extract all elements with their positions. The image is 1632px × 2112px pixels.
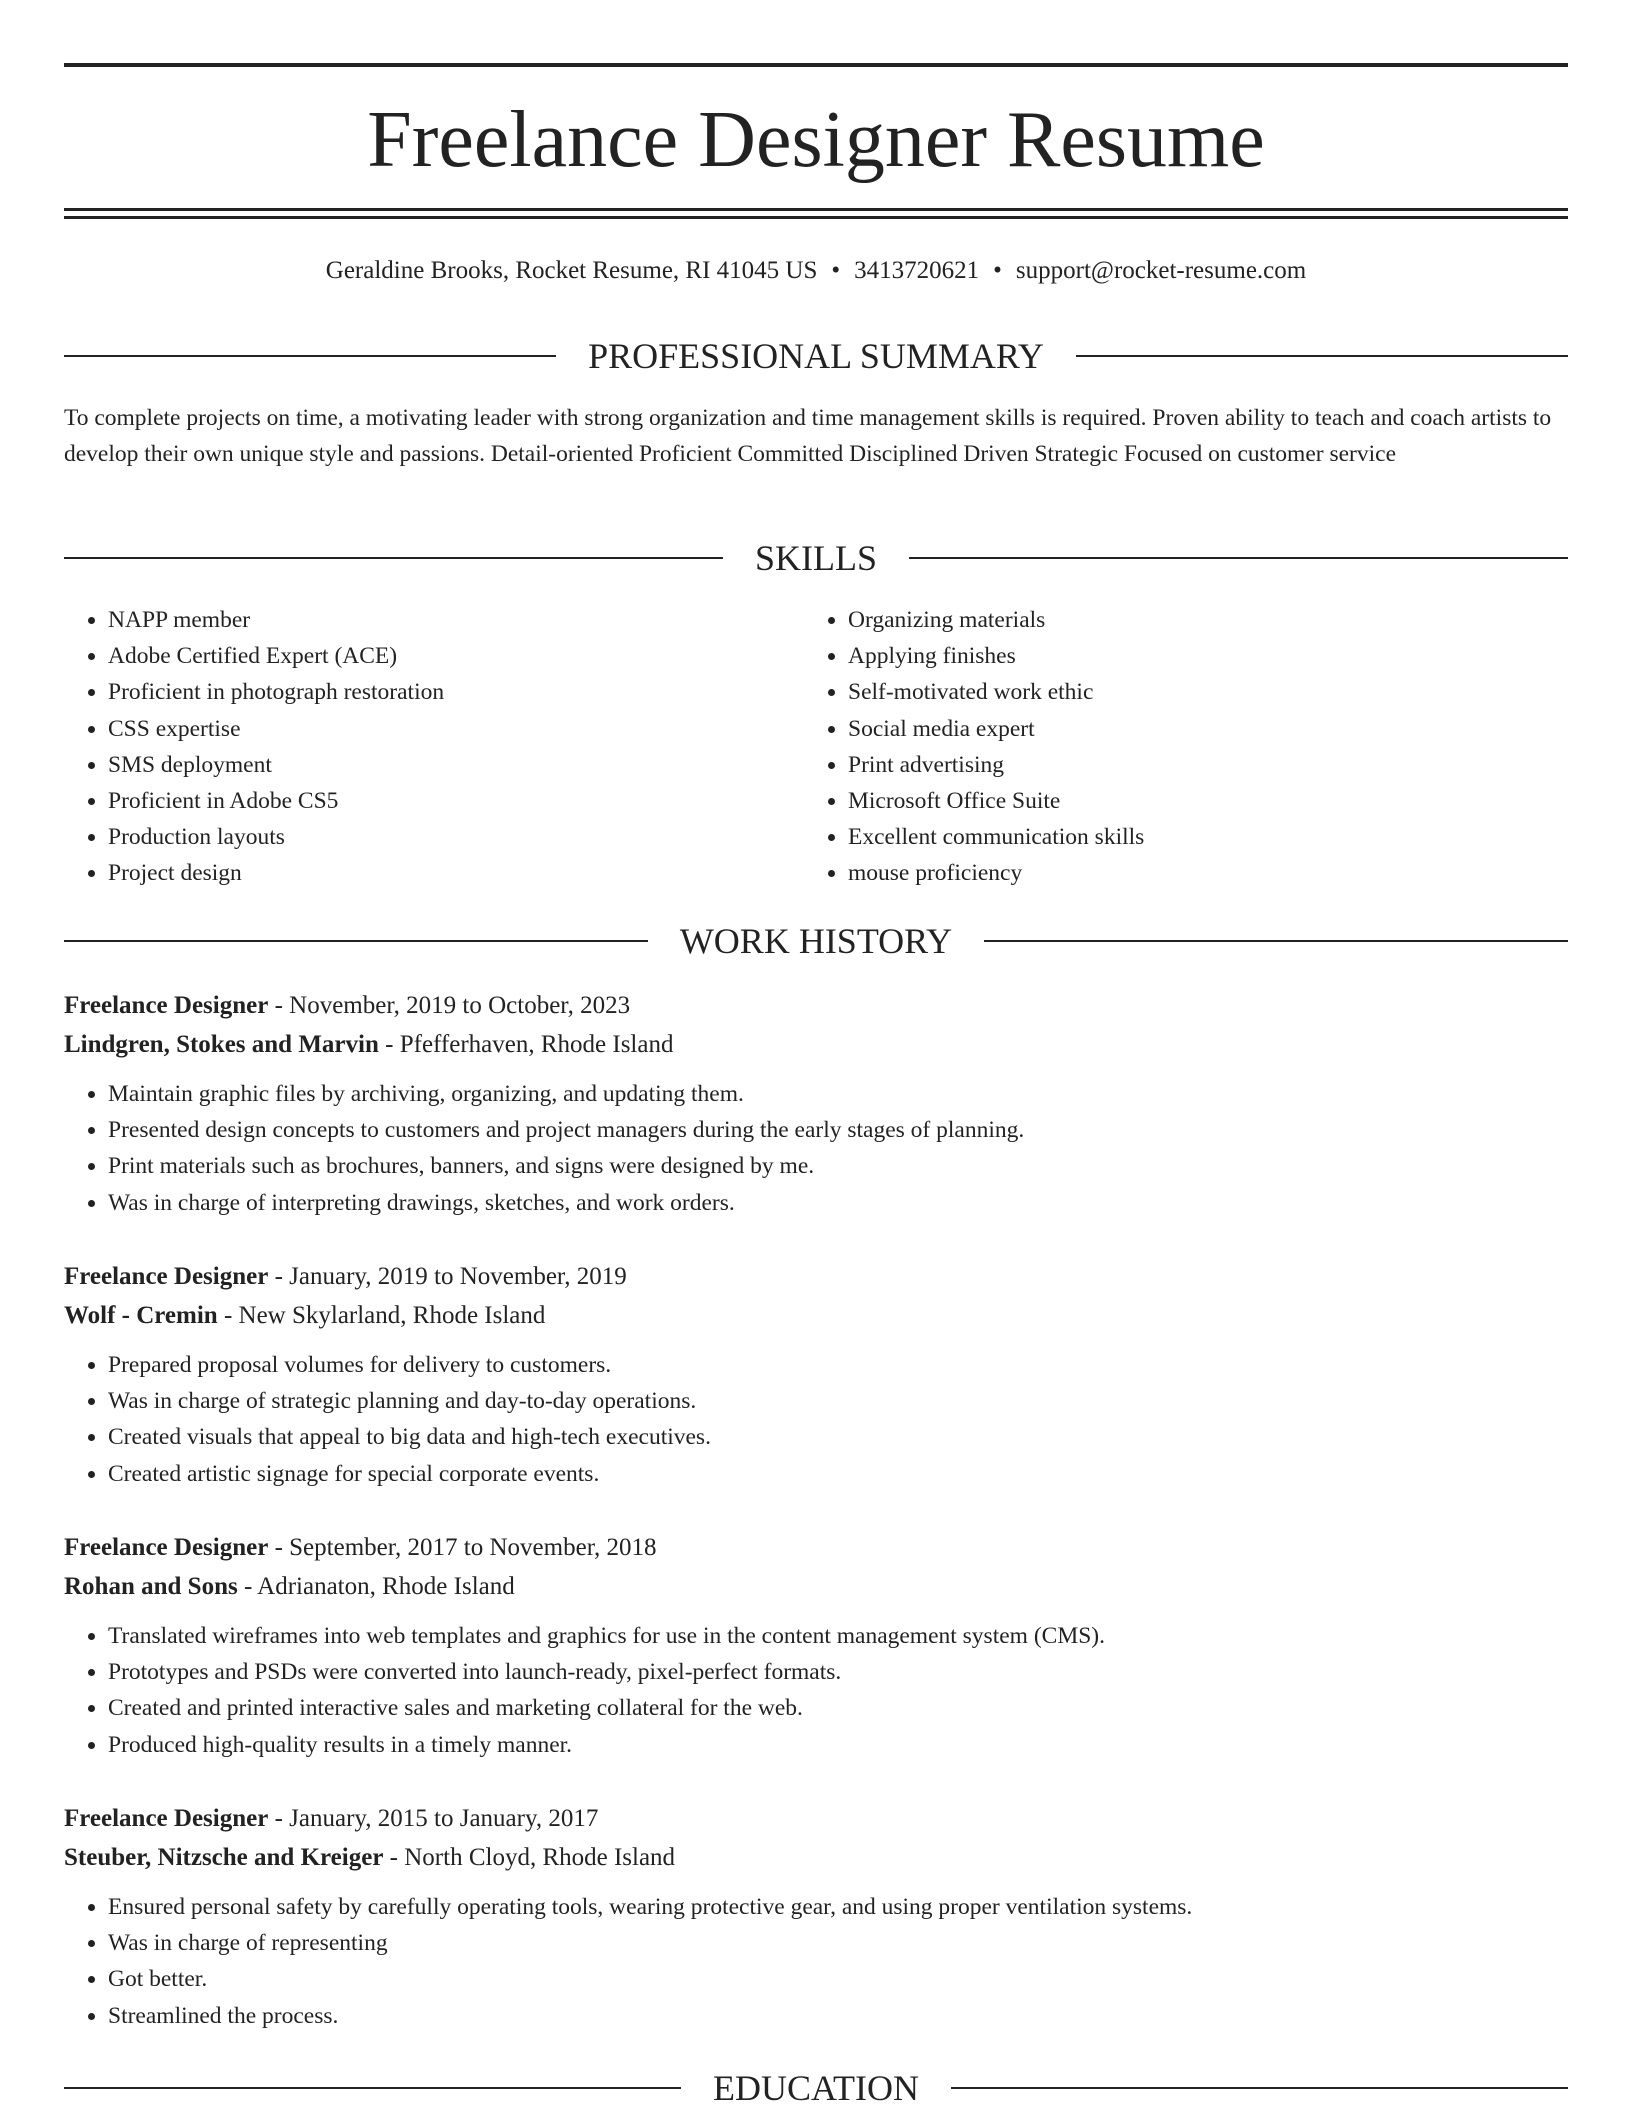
skill-item: • Applying finishes [848, 638, 1544, 674]
skill-item: • SMS deployment [108, 747, 804, 783]
summary-text: To complete projects on time, a motivating leader with strong organization and time management skills is required. Proven ability to teach and coach artists to develop their own unique style and passions. Detail-oriented Proficient Committed Disciplined Driven Strategic Focused on customer service [64, 405, 1552, 467]
skill-item: • Print advertising [848, 747, 1544, 783]
skills-list [64, 602, 1568, 892]
job-bullet: • Ensured personal safety by carefully operating tools, wearing protective gear, and using proper ventilation systems. [108, 1889, 1568, 1925]
job-bullet: • Maintain graphic files by archiving, organizing, and updating them. [108, 1076, 1568, 1112]
education-heading [64, 2066, 1568, 2110]
job-entry [64, 1799, 1568, 2034]
job-bullets [64, 1076, 1568, 1221]
heading-rule-right [951, 2087, 1568, 2089]
job-company: Steuber, Nitzsche and Kreiger [64, 1844, 384, 1871]
skill-item: • Proficient in Adobe CS5 [108, 783, 804, 819]
skill-item: • NAPP member [108, 602, 804, 638]
job-bullet: • Created and printed interactive sales and marketing collateral for the web. [108, 1690, 1568, 1726]
job-role: Freelance Designer [64, 1805, 269, 1832]
contact-separator: • [831, 257, 841, 284]
job-location: - New Skylarland, Rhode Island [217, 1302, 546, 1329]
job-company-line [64, 1296, 1568, 1335]
heading-rule-right [909, 557, 1568, 559]
skill-item: • Excellent communication skills [848, 819, 1544, 855]
summary-heading-label: PROFESSIONAL SUMMARY [588, 336, 1044, 376]
skills-heading-label: SKILLS [755, 538, 878, 578]
job-entry [64, 1257, 1568, 1492]
job-location: - North Cloyd, Rhode Island [383, 1844, 676, 1871]
job-title-line [64, 986, 1568, 1025]
top-rule [64, 63, 1568, 67]
job-bullet: • Was in charge of interpreting drawings, sketches, and work orders. [108, 1185, 1568, 1221]
job-title-line [64, 1799, 1568, 1838]
skills-column-right [804, 602, 1544, 892]
job-entry [64, 986, 1568, 1221]
job-title-line [64, 1528, 1568, 1567]
summary-heading [64, 334, 1568, 378]
job-company: Rohan and Sons [64, 1573, 238, 1600]
job-dates: - January, 2019 to November, 2019 [268, 1263, 627, 1290]
job-dates: - January, 2015 to January, 2017 [268, 1805, 599, 1832]
job-location: - Pfefferhaven, Rhode Island [378, 1031, 674, 1058]
job-bullet: • Was in charge of strategic planning and day-to-day operations. [108, 1383, 1568, 1419]
job-bullet: • Was in charge of representing [108, 1925, 1568, 1961]
skill-item: • Microsoft Office Suite [848, 783, 1544, 819]
job-bullet: • Print materials such as brochures, banners, and signs were designed by me. [108, 1148, 1568, 1184]
job-title-line [64, 1257, 1568, 1296]
job-dates: - September, 2017 to November, 2018 [268, 1534, 657, 1561]
job-dates: - November, 2019 to October, 2023 [268, 992, 631, 1019]
skill-item: • CSS expertise [108, 711, 804, 747]
contact-separator: • [993, 257, 1002, 284]
job-bullets [64, 1618, 1568, 1763]
heading-rule-right [1076, 355, 1568, 357]
skills-heading [64, 536, 1568, 580]
job-company-line [64, 1025, 1568, 1064]
skill-item: • Self-motivated work ethic [848, 674, 1544, 710]
heading-rule-left [64, 2087, 681, 2089]
work-history-heading-label: WORK HISTORY [679, 921, 953, 961]
heading-rule-left [64, 940, 648, 942]
job-company-line [64, 1567, 1568, 1606]
title-double-rule-upper [64, 208, 1568, 211]
contact-email: support@rocket-resume.com [1015, 257, 1307, 284]
skill-item: • Social media expert [848, 711, 1544, 747]
job-bullet: • Prepared proposal volumes for delivery to customers. [108, 1347, 1568, 1383]
education-heading-label: EDUCATION [713, 2068, 919, 2108]
skill-item: • Adobe Certified Expert (ACE) [108, 638, 804, 674]
job-bullet: • Streamlined the process. [108, 1998, 1568, 2034]
contact-phone: 3413720621 [854, 257, 980, 284]
heading-rule-left [64, 557, 723, 559]
job-bullet: • Created artistic signage for special corporate events. [108, 1456, 1568, 1492]
skill-item: • Production layouts [108, 819, 804, 855]
job-bullet: • Presented design concepts to customers and project managers during the early stages of planning. [108, 1112, 1568, 1148]
contact-line [64, 254, 1568, 288]
skill-item: • mouse proficiency [848, 855, 1544, 891]
contact-address: Geraldine Brooks, Rocket Resume, RI 41045 US [325, 257, 818, 284]
skill-item: • Organizing materials [848, 602, 1544, 638]
job-role: Freelance Designer [64, 992, 269, 1019]
job-company-line [64, 1838, 1568, 1877]
skills-column-left [64, 602, 804, 892]
job-bullets [64, 1889, 1568, 2034]
job-role: Freelance Designer [64, 1534, 269, 1561]
title-double-rule-lower [64, 216, 1568, 219]
job-company: Lindgren, Stokes and Marvin [64, 1031, 379, 1058]
job-bullet: • Produced high-quality results in a timely manner. [108, 1727, 1568, 1763]
job-bullet: • Created visuals that appeal to big data and high-tech executives. [108, 1419, 1568, 1455]
work-history-heading [64, 919, 1568, 963]
heading-rule-right [984, 940, 1568, 942]
skill-item: • Proficient in photograph restoration [108, 674, 804, 710]
page-title: Freelance Designer Resume [367, 96, 1265, 184]
job-company: Wolf - Cremin [64, 1302, 218, 1329]
job-role: Freelance Designer [64, 1263, 269, 1290]
job-location: - Adrianaton, Rhode Island [237, 1573, 515, 1600]
job-bullet: • Translated wireframes into web templates and graphics for use in the content management system (CMS). [108, 1618, 1568, 1654]
skill-item: • Project design [108, 855, 804, 891]
job-bullet: • Prototypes and PSDs were converted into launch-ready, pixel-perfect formats. [108, 1654, 1568, 1690]
heading-rule-left [64, 355, 556, 357]
job-bullet: • Got better. [108, 1961, 1568, 1997]
job-entry [64, 1528, 1568, 1763]
job-bullets [64, 1347, 1568, 1492]
